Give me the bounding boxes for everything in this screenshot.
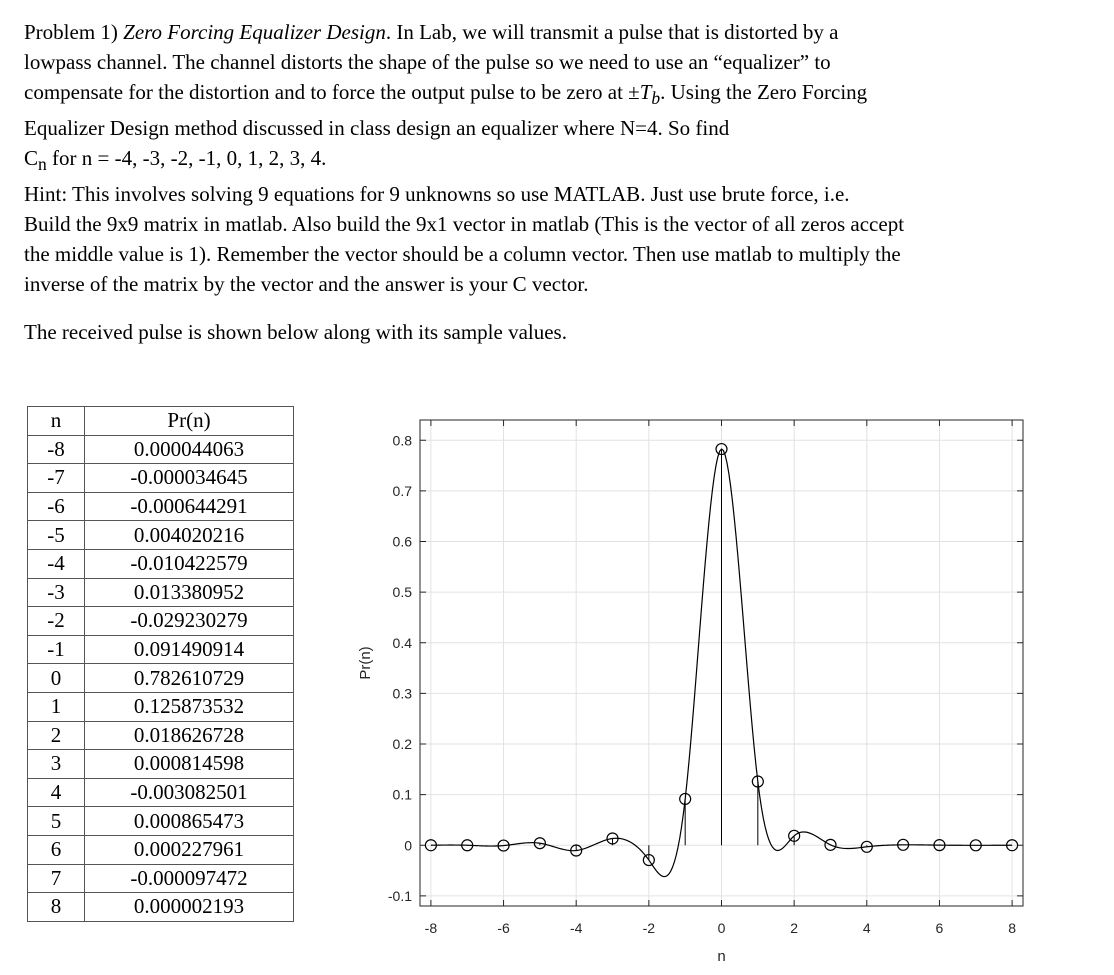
problem-label: Problem 1) xyxy=(24,20,124,44)
cell-n: 7 xyxy=(28,864,85,893)
cell-n: 6 xyxy=(28,835,85,864)
hint-line-3: the middle value is 1). Remember the vector should be a column vector. Then use matlab to multiply the xyxy=(24,242,901,267)
cell-n: -7 xyxy=(28,464,85,493)
cell-n: -4 xyxy=(28,549,85,578)
x-tick-label: -6 xyxy=(497,920,510,936)
table-row xyxy=(28,893,294,922)
cell-prn: 0.782610729 xyxy=(85,664,294,693)
y-tick-label: 0.6 xyxy=(392,533,412,550)
x-tick-label: 8 xyxy=(1008,920,1017,936)
table-row xyxy=(28,807,294,836)
x-tick-label: 0 xyxy=(717,920,726,936)
cell-n: 0 xyxy=(28,664,85,693)
cell-prn: -0.029230279 xyxy=(85,607,294,636)
table-row xyxy=(28,492,294,521)
problem-line-5-text: for n = -4, -3, -2, -1, 0, 1, 2, 3, 4. xyxy=(46,146,327,171)
tb-symbol: T xyxy=(639,80,652,104)
y-tick-label: 0.3 xyxy=(392,685,412,702)
x-tick-label: 2 xyxy=(790,920,799,936)
problem-line-3-tail: . Using the Zero Forcing xyxy=(660,80,868,104)
cell-prn: 0.018626728 xyxy=(85,721,294,750)
x-axis-label: n xyxy=(717,948,726,965)
header-n: n xyxy=(28,407,85,436)
cell-n: 3 xyxy=(28,750,85,779)
cn-symbol: C xyxy=(24,146,39,171)
table-row xyxy=(28,521,294,550)
table-row xyxy=(28,692,294,721)
cell-n: -8 xyxy=(28,435,85,464)
problem-line-3-text: compensate for the distortion and to force the output pulse to be zero at ± xyxy=(24,80,640,104)
cell-prn: 0.000865473 xyxy=(85,807,294,836)
cell-n: 1 xyxy=(28,692,85,721)
y-tick-label: 0.8 xyxy=(392,432,412,449)
x-tick-label: -8 xyxy=(424,920,438,936)
table-row xyxy=(28,664,294,693)
problem-title: Zero Forcing Equalizer Design xyxy=(123,20,386,44)
cell-n: -1 xyxy=(28,635,85,664)
cn-subscript: n xyxy=(38,154,47,175)
cell-n: 4 xyxy=(28,778,85,807)
table-row xyxy=(28,721,294,750)
y-tick-label: -0.1 xyxy=(387,887,412,904)
problem-line-4: Equalizer Design method discussed in class design an equalizer where N=4. So find xyxy=(24,116,730,141)
table-header-row xyxy=(28,407,294,436)
pulse-plot-svg xyxy=(350,405,1110,970)
table-row xyxy=(28,750,294,779)
cell-prn: 0.000227961 xyxy=(85,835,294,864)
cell-prn: 0.013380952 xyxy=(85,578,294,607)
sample-values-table xyxy=(27,406,294,922)
pulse-plot xyxy=(350,405,1110,970)
cell-prn: -0.010422579 xyxy=(85,549,294,578)
intro-paragraph xyxy=(24,317,1104,347)
y-tick-label: 0.7 xyxy=(392,482,412,499)
cell-prn: 0.125873532 xyxy=(85,692,294,721)
hint-line-4: inverse of the matrix by the vector and the answer is your C vector. xyxy=(24,272,589,297)
problem-line-1-text: . In Lab, we will transmit a pulse that is distorted by a xyxy=(385,20,839,44)
cell-prn: 0.091490914 xyxy=(85,635,294,664)
table-row xyxy=(28,578,294,607)
table-row xyxy=(28,607,294,636)
table-row xyxy=(28,864,294,893)
y-tick-label: 0.4 xyxy=(392,634,412,651)
y-tick-label: 0.5 xyxy=(392,584,412,601)
table-row xyxy=(28,464,294,493)
cell-n: -2 xyxy=(28,607,85,636)
header-prn: Pr(n) xyxy=(85,407,294,436)
table-row xyxy=(28,835,294,864)
table-row xyxy=(28,635,294,664)
cell-n: 5 xyxy=(28,807,85,836)
cell-prn: 0.000002193 xyxy=(85,893,294,922)
cell-n: 2 xyxy=(28,721,85,750)
hint-line-2: Build the 9x9 matrix in matlab. Also build the 9x1 vector in matlab (This is the vector of all zeros accept xyxy=(24,212,905,237)
x-tick-label: -4 xyxy=(569,920,583,936)
table-row xyxy=(28,549,294,578)
x-tick-label: 6 xyxy=(935,920,944,936)
cell-n: -5 xyxy=(28,521,85,550)
x-tick-label: 4 xyxy=(862,920,871,936)
cell-prn: -0.003082501 xyxy=(85,778,294,807)
hint-line-1: Hint: This involves solving 9 equations for 9 unknowns so use MATLAB. Just use brute force, i.e. xyxy=(24,182,850,207)
y-tick-label: 0.2 xyxy=(392,736,412,752)
problem-line-5 xyxy=(24,143,1104,179)
cell-prn: 0.004020216 xyxy=(85,521,294,550)
y-tick-label: 0 xyxy=(404,837,412,854)
table-row xyxy=(28,778,294,807)
problem-line-3 xyxy=(24,77,1104,113)
cell-prn: -0.000097472 xyxy=(85,864,294,893)
cell-prn: 0.000044063 xyxy=(85,435,294,464)
cell-prn: 0.000814598 xyxy=(85,750,294,779)
problem-line-1 xyxy=(24,17,1104,47)
y-axis-label: Pr(n) xyxy=(357,646,374,680)
tb-subscript: b xyxy=(651,88,661,109)
cell-prn: -0.000644291 xyxy=(85,492,294,521)
cell-n: -6 xyxy=(28,492,85,521)
y-tick-label: 0.1 xyxy=(392,786,412,803)
problem-statement xyxy=(24,17,1104,299)
cell-n: 8 xyxy=(28,893,85,922)
intro-text: The received pulse is shown below along with its sample values. xyxy=(24,320,567,344)
cell-prn: -0.000034645 xyxy=(85,464,294,493)
problem-line-2: lowpass channel. The channel distorts the shape of the pulse so we need to use an “equalizer” to xyxy=(24,50,831,74)
cell-n: -3 xyxy=(28,578,85,607)
table-row xyxy=(28,435,294,464)
x-tick-label: -2 xyxy=(642,920,656,936)
